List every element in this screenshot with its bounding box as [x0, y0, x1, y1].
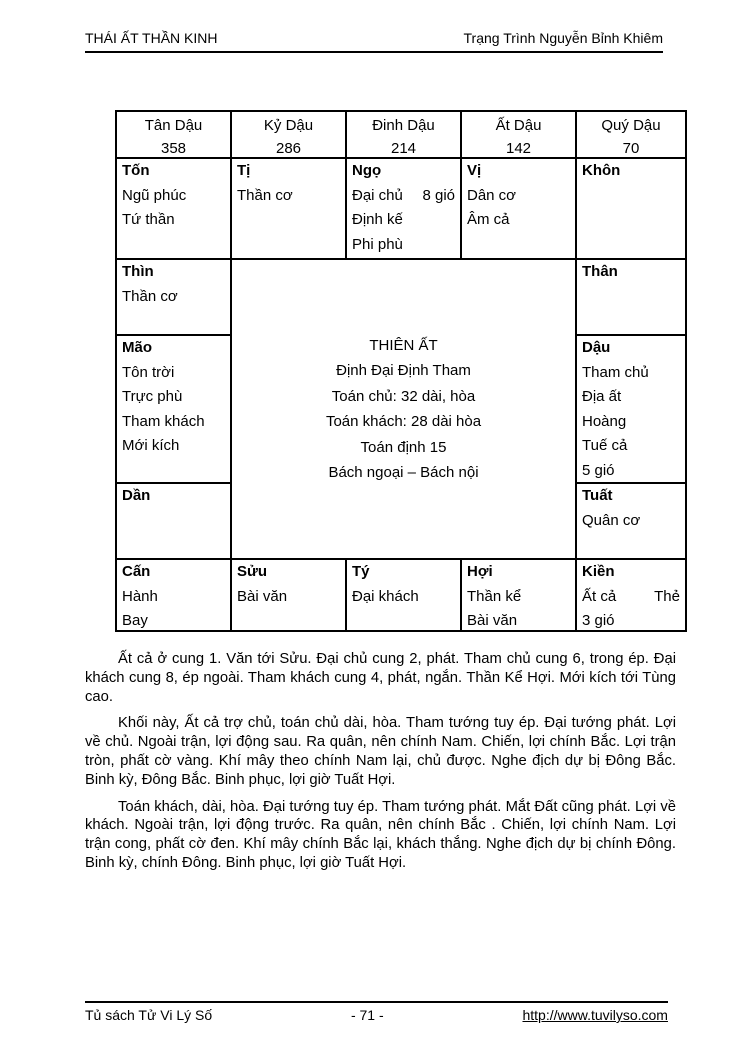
palace-line: Quân cơ	[582, 511, 641, 529]
palace-line: Đại chủ 8 gió	[352, 186, 455, 204]
center-line: Toán chủ: 32 dài, hòa	[331, 387, 476, 405]
palace-title: Tuất	[582, 487, 613, 504]
palace-line: Tôn trời	[122, 363, 175, 381]
palace-line: Tham chủ	[582, 363, 649, 381]
center-line: Toán khách: 28 dài hòa	[325, 413, 482, 430]
year-cell-dinh-dau	[345, 110, 462, 159]
palace-cell-than	[575, 258, 687, 336]
palace-line: Bay	[122, 612, 148, 629]
year-name: Ất Dậu	[495, 117, 542, 134]
year-number: 142	[505, 140, 532, 157]
palace-line: Thần cơ	[237, 186, 293, 204]
palace-cell-ngo	[345, 157, 462, 260]
footer-website-link[interactable]: http://www.tuvilyso.com	[522, 1007, 668, 1023]
year-number: 358	[160, 140, 187, 157]
center-line: Toán định 15	[360, 438, 447, 456]
palace-line: Ngũ phúc	[122, 186, 187, 204]
palace-line: Tứ thần	[122, 211, 175, 228]
thai-at-chart	[115, 110, 687, 632]
palace-title: Sửu	[237, 563, 268, 580]
palace-cell-ton	[115, 157, 232, 260]
palace-title: Dần	[122, 487, 151, 504]
body-text	[85, 650, 676, 881]
paragraph-1: Ất cả ở cung 1. Văn tới Sửu. Đại chủ cung 2, phát. Tham chủ cung 6, trong ép. Đại khách cung 8, ép ngoài. Tham khách cung 4, phát, ngắn. Thần Kể Hợi. Mới kích tới Tùng cao.	[85, 651, 676, 705]
page-footer	[85, 1001, 668, 1023]
palace-line: Tham khách	[122, 412, 205, 430]
palace-line: 5 gió	[582, 461, 615, 479]
footer-series-title: Tủ sách Tử Vi Lý Số	[85, 1007, 213, 1023]
year-cell-ky-dau	[230, 110, 347, 159]
palace-line: Âm cả	[467, 211, 510, 228]
palace-cell-thin	[115, 258, 232, 336]
year-name: Đinh Dậu	[372, 117, 435, 134]
palace-cell-ty	[345, 558, 462, 632]
palace-line: Ất cả Thẻ	[582, 587, 680, 605]
palace-line: Dân cơ	[467, 186, 517, 204]
center-line: Định Đại Định Tham	[336, 362, 471, 379]
palace-title: Vị	[467, 162, 482, 179]
palace-line: Địa ất	[582, 388, 622, 405]
palace-line: Phi phù	[352, 235, 403, 253]
year-number: 70	[622, 140, 640, 157]
center-title: THIÊN ẤT	[369, 336, 438, 354]
palace-cell-vi	[460, 157, 577, 260]
palace-cell-hoi	[460, 558, 577, 632]
palace-title: Khôn	[582, 162, 621, 179]
palace-title: Tý	[352, 563, 370, 580]
palace-title: Tốn	[122, 162, 150, 179]
palace-line: Hành	[122, 587, 158, 605]
palace-title: Thìn	[122, 263, 154, 280]
page-header	[85, 27, 663, 53]
year-name: Quý Dậu	[601, 117, 661, 134]
palace-line: Bài văn	[237, 587, 288, 605]
year-cell-quy-dau	[575, 110, 687, 159]
palace-title: Hợi	[467, 563, 493, 580]
palace-cell-mao	[115, 334, 232, 484]
palace-line: Hoàng	[582, 412, 627, 430]
palace-line: Bài văn	[467, 612, 518, 629]
year-name: Tân Dậu	[144, 117, 203, 134]
palace-line: Trực phù	[122, 388, 183, 405]
palace-line: Tuế cả	[582, 437, 628, 454]
palace-cell-dan	[115, 482, 232, 560]
book-title: THÁI ẤT THẦN KINH	[85, 30, 218, 46]
footer-page-number: - 71 -	[350, 1007, 384, 1023]
palace-title: Cấn	[122, 563, 151, 580]
palace-line: Định kế	[352, 211, 403, 228]
palace-title: Kiền	[582, 563, 615, 580]
year-number: 214	[390, 140, 417, 157]
paragraph-2: Khối này, Ất cả trợ chủ, toán chủ dài, hòa. Tham tướng tuy ép. Đại tướng phát. Lợi về chủ. Ngoài trận, lợi động sau. Ra quân, nên chính Nam. Chiến, lợi chính Bắc. Lợi trận tròn, phất cờ vàng. Khí mây theo chính Nam lại, chủ được. Nghe địch dự bị Đông Bắc. Binh kỳ, Đông Bắc. Binh phục, lợi giờ Tuất Hợi.	[85, 715, 676, 788]
palace-title: Ngọ	[352, 162, 382, 179]
book-author: Trạng Trình Nguyễn Bỉnh Khiêm	[463, 30, 663, 46]
center-line: Bách ngoại – Bách nội	[328, 464, 479, 481]
palace-line: Thần cơ	[122, 287, 178, 305]
palace-cell-tuat	[575, 482, 687, 560]
palace-cell-ti	[230, 157, 347, 260]
palace-line: 3 gió	[582, 612, 615, 629]
year-cell-at-dau	[460, 110, 577, 159]
year-number: 286	[275, 140, 302, 157]
paragraph-3: Toán khách, dài, hòa. Đại tướng tuy ép. Tham tướng phát. Mắt Đất cũng phát. Lợi về khách. Ngoài trận, lợi động trước. Ra quân, nên chính Bắc . Chiến, lợi chính Nam. Lợi trận cong, phất cờ đen. Khí mây chính Bắc lại, khách thắng. Nghe địch dự bị chính Đông. Binh kỳ, chính Đông. Binh phục, lợi giờ Tuất Hợi.	[85, 798, 676, 871]
palace-line: Thần kể	[467, 587, 522, 605]
palace-line: Đại khách	[352, 587, 419, 605]
palace-cell-suu	[230, 558, 347, 632]
palace-title: Thân	[582, 263, 618, 280]
palace-title: Tị	[237, 162, 251, 179]
palace-cell-kien	[575, 558, 687, 632]
palace-cell-dau	[575, 334, 687, 484]
year-name: Kỷ Dậu	[263, 117, 314, 134]
palace-title: Dậu	[582, 339, 611, 356]
palace-title: Mão	[122, 339, 152, 356]
palace-cell-can	[115, 558, 232, 632]
palace-line: Mới kích	[122, 437, 180, 454]
year-cell-tan-dau	[115, 110, 232, 159]
center-cell-thien-at	[230, 258, 577, 560]
palace-cell-khon	[575, 157, 687, 260]
